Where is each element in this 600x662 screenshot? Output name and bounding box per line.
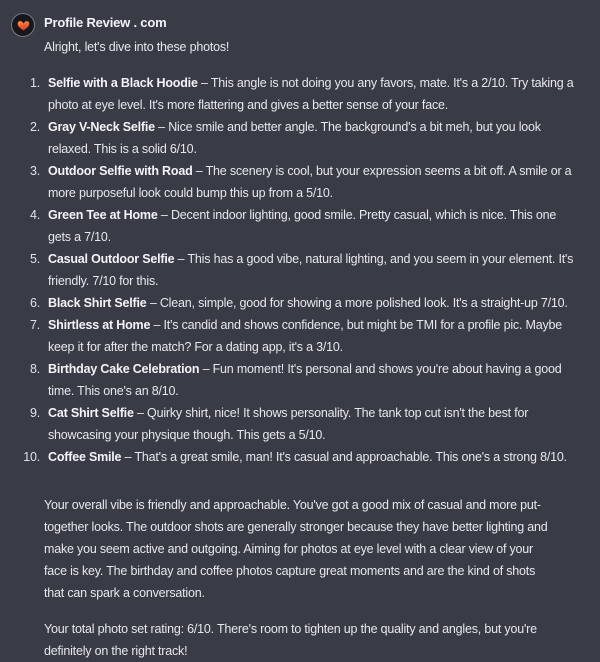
list-number: 8. [29, 362, 40, 376]
dash-separator: – [160, 208, 168, 222]
dash-separator: – [177, 252, 185, 266]
final-rating-paragraph: Your total photo set rating: 6/10. There's room to tighten up the quality and angles, but you're definitely on the right track! [44, 622, 537, 658]
photo-title: Outdoor Selfie with Road [48, 164, 193, 178]
review-body [48, 402, 578, 446]
review-text: It's candid and shows confidence, but might be TMI for a profile pic. Maybe keep it for after the match? For a dating app, it's a 3/10. [48, 318, 563, 354]
list-number: 9. [29, 406, 40, 420]
list-item [29, 160, 578, 204]
list-item [29, 292, 578, 314]
review-text: That's a great smile, man! It's casual and approachable. This one's a strong 8/10. [134, 450, 567, 464]
review-text: Nice smile and better angle. The background's a bit meh, but you look relaxed. This is a solid 6/10. [48, 120, 541, 156]
dash-separator: – [124, 450, 132, 464]
list-item [23, 446, 578, 468]
list-number: 2. [29, 120, 40, 134]
review-body [48, 72, 578, 116]
dash-separator: – [200, 76, 208, 90]
review-text: The scenery is cool, but your expression seems a bit off. A smile or a more purposeful look could bump this up from a 5/10. [48, 164, 572, 200]
list-item [29, 204, 578, 248]
message-content [23, 12, 578, 662]
list-number: 5. [29, 252, 40, 266]
photo-title: Black Shirt Selfie [48, 296, 147, 310]
photo-title: Coffee Smile [48, 450, 122, 464]
photo-title: Gray V-Neck Selfie [48, 120, 155, 134]
dash-separator: – [158, 120, 165, 134]
review-text: Fun moment! It's personal and shows you're about having a good time. This one's an 8/10. [48, 362, 562, 398]
dash-separator: – [137, 406, 144, 420]
list-item [29, 402, 578, 446]
list-number: 7. [29, 318, 40, 332]
dash-separator: – [153, 318, 161, 332]
dash-separator: – [202, 362, 210, 376]
bot-avatar [11, 13, 35, 37]
list-number: 1. [29, 76, 40, 90]
review-body [48, 446, 578, 468]
review-body [48, 204, 578, 248]
list-item [29, 314, 578, 358]
photo-title: Green Tee at Home [48, 208, 158, 222]
list-item [29, 358, 578, 402]
review-text: This angle is not doing you any favors, mate. It's a 2/10. Try taking a photo at eye level. It's more flattering and gives a better sense of your face. [48, 76, 574, 112]
intro-text: Alright, let's dive into these photos! [44, 40, 230, 54]
photo-title: Birthday Cake Celebration [48, 362, 200, 376]
list-number: 3. [29, 164, 40, 178]
dash-separator: – [195, 164, 203, 178]
photo-title: Shirtless at Home [48, 318, 151, 332]
heart-icon [17, 19, 30, 32]
photo-title: Casual Outdoor Selfie [48, 252, 175, 266]
review-text: Decent indoor lighting, good smile. Pretty casual, which is nice. This one gets a 7/10. [48, 208, 557, 244]
review-list [23, 72, 578, 468]
photo-title: Cat Shirt Selfie [48, 406, 134, 420]
dash-separator: – [149, 296, 157, 310]
review-body [48, 292, 578, 314]
list-item [29, 72, 578, 116]
review-body [48, 358, 578, 402]
review-body [48, 248, 578, 292]
review-body [48, 160, 578, 204]
review-body [48, 116, 578, 160]
review-text: Quirky shirt, nice! It shows personality. The tank top cut isn't the best for showcasing your physique though. This gets a 5/10. [48, 406, 529, 442]
list-number: 4. [29, 208, 40, 222]
sender-name[interactable]: Profile Review . com [44, 15, 167, 30]
list-item [29, 116, 578, 160]
review-body [48, 314, 578, 358]
summary-paragraph: Your overall vibe is friendly and approachable. You've got a good mix of casual and more put-together looks. The outdoor shots are generally stronger because they have better lighting and make you seem active and outgoing. Aiming for photos at eye level with a clear view of your face is key. The birthday and coffee photos capture great moments and are the kind of shots that can spark a conversation. [44, 498, 548, 600]
review-text: This has a good vibe, natural lighting, and you seem in your element. It's friendly. 7/10 for this. [48, 252, 574, 288]
list-number: 10. [23, 450, 40, 464]
photo-title: Selfie with a Black Hoodie [48, 76, 198, 90]
review-text: Clean, simple, good for showing a more polished look. It's a straight-up 7/10. [159, 296, 568, 310]
list-item [29, 248, 578, 292]
list-number: 6. [29, 296, 40, 310]
